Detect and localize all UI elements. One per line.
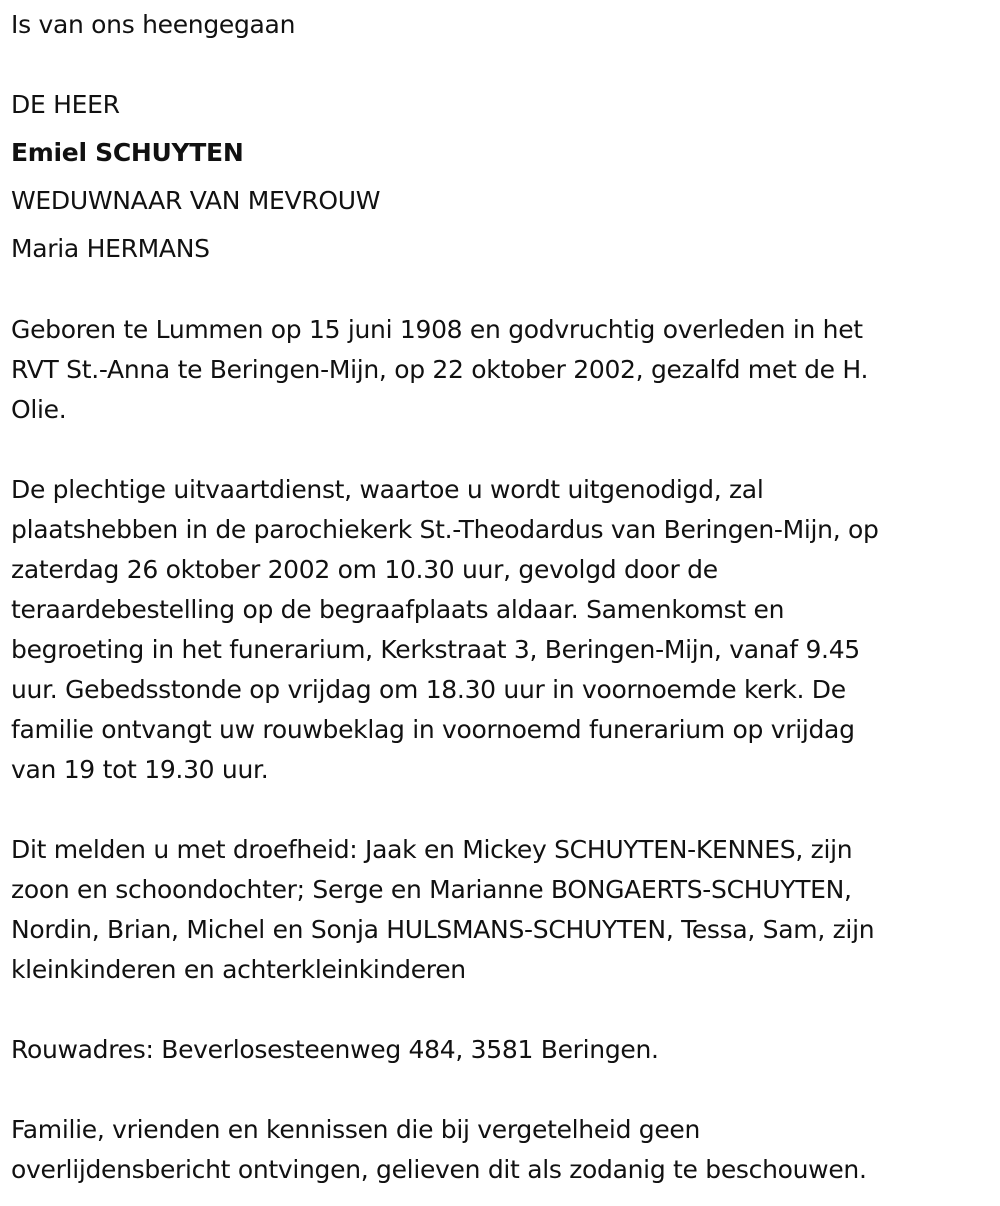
intro-line: Is van ons heengegaan <box>11 10 296 39</box>
closing-paragraph <box>11 1110 971 1190</box>
text-line: begroeting in het funerarium, Kerkstraat 3, Beringen-Mijn, vanaf 9.45 <box>11 635 860 664</box>
text-line: van 19 tot 19.30 uur. <box>11 755 269 784</box>
text-line: uur. Gebedsstonde op vrijdag om 18.30 uur in voornoemde kerk. De <box>11 675 846 704</box>
text-line: zaterdag 26 oktober 2002 om 10.30 uur, gevolgd door de <box>11 555 718 584</box>
text-line: plaatshebben in de parochiekerk St.-Theodardus van Beringen-Mijn, op <box>11 515 879 544</box>
text-line: familie ontvangt uw rouwbeklag in voornoemd funerarium op vrijdag <box>11 715 855 744</box>
text-line: zoon en schoondochter; Serge en Marianne BONGAERTS-SCHUYTEN, <box>11 875 852 904</box>
text-line: De plechtige uitvaartdienst, waartoe u wordt uitgenodigd, zal <box>11 475 764 504</box>
relation-line: WEDUWNAAR VAN MEVROUW <box>11 186 381 215</box>
text-line: RVT St.-Anna te Beringen-Mijn, op 22 oktober 2002, gezalfd met de H. <box>11 355 869 384</box>
announcers-paragraph <box>11 830 971 990</box>
text-line: Olie. <box>11 395 67 424</box>
text-line: Nordin, Brian, Michel en Sonja HULSMANS-SCHUYTEN, Tessa, Sam, zijn <box>11 915 875 944</box>
text-line: overlijdensbericht ontvingen, gelieven dit als zodanig te beschouwen. <box>11 1155 867 1184</box>
deceased-name: Emiel SCHUYTEN <box>11 138 244 167</box>
text-line: Geboren te Lummen op 15 juni 1908 en godvruchtig overleden in het <box>11 315 863 344</box>
text-line: kleinkinderen en achterkleinkinderen <box>11 955 466 984</box>
birth-death-paragraph <box>11 310 971 430</box>
text-line: Familie, vrienden en kennissen die bij vergetelheid geen <box>11 1115 701 1144</box>
text-line: teraardebestelling op de begraafplaats aldaar. Samenkomst en <box>11 595 785 624</box>
address-paragraph <box>11 1030 971 1070</box>
spouse-name: Maria HERMANS <box>11 234 210 263</box>
funeral-paragraph <box>11 470 971 790</box>
address-line: Rouwadres: Beverlosesteenweg 484, 3581 Beringen. <box>11 1035 659 1064</box>
text-line: Dit melden u met droefheid: Jaak en Mickey SCHUYTEN-KENNES, zijn <box>11 835 853 864</box>
title-line: DE HEER <box>11 90 120 119</box>
